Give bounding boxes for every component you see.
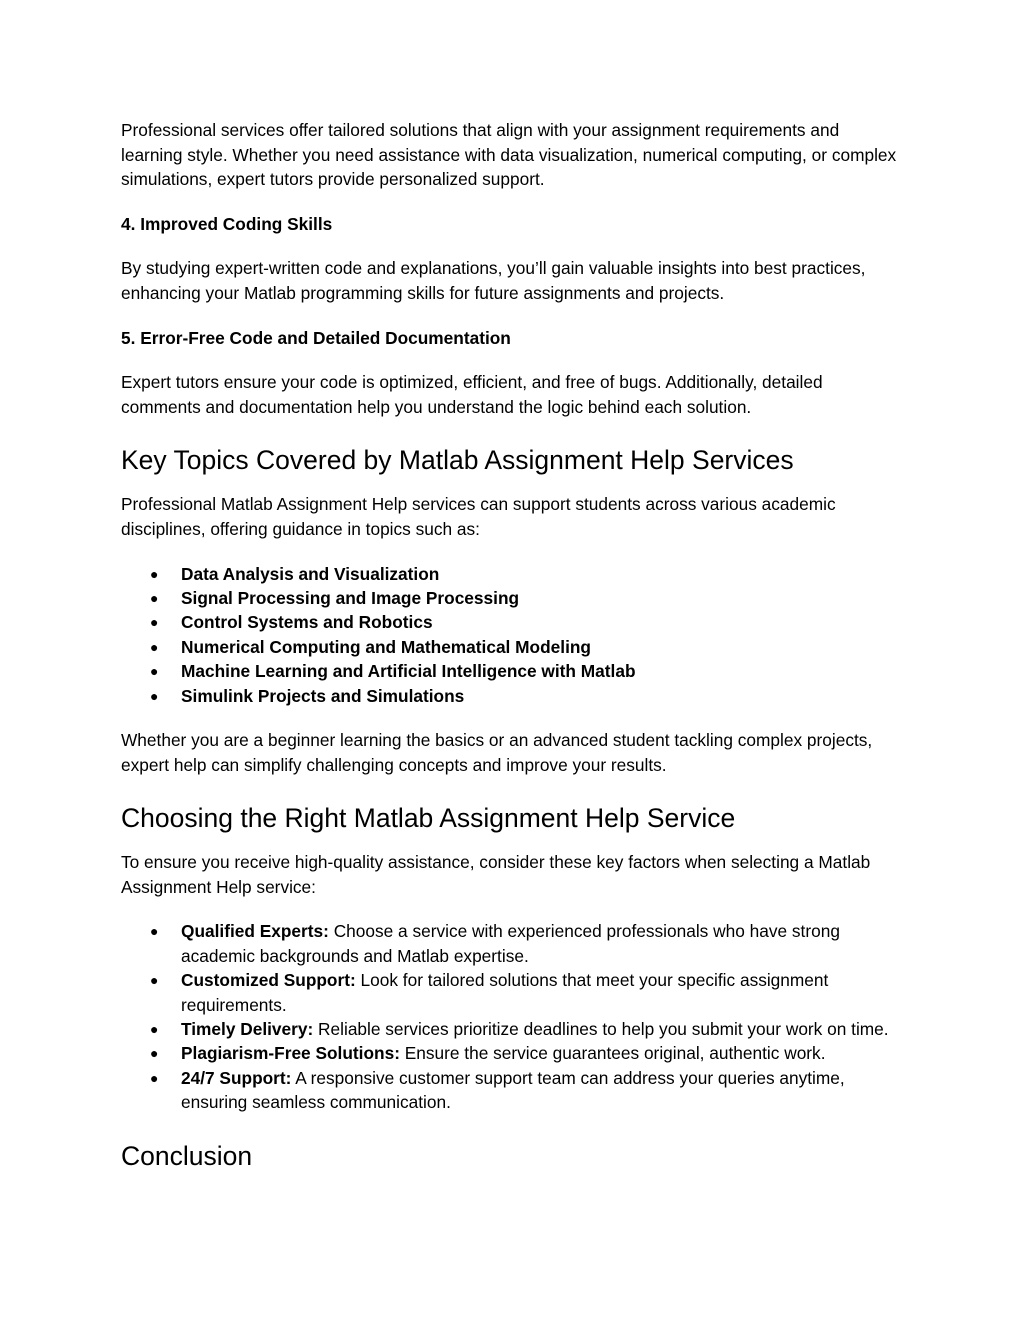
bullet-icon: ●: [150, 1045, 159, 1062]
paragraph-improved-coding-skills: By studying expert-written code and explanations, you’ll gain valuable insights into best practices, enhancing your Matlab programming skills for future assignments and projects.: [121, 258, 866, 303]
factor-label: 24/7 Support:: [181, 1067, 292, 1088]
bullet-icon: ●: [150, 1069, 159, 1086]
list-item: [121, 1041, 901, 1065]
factor-text: Reliable services prioritize deadlines to help you submit your work on time.: [313, 1018, 889, 1039]
factors-list: [121, 919, 901, 1114]
intro-paragraph: Professional services offer tailored solutions that align with your assignment requirements and learning style. Whether you need assistance with data visualization, numerical computing, or complex simulations, expert tutors provide personalized support.: [121, 120, 897, 190]
heading-key-topics: Key Topics Covered by Matlab Assignment Help Services: [121, 445, 794, 476]
topic-label: Numerical Computing and Mathematical Modeling: [181, 636, 591, 657]
heading-choosing-service: Choosing the Right Matlab Assignment Help Service: [121, 803, 736, 834]
factor-text: Ensure the service guarantees original, authentic work.: [399, 1043, 826, 1064]
bullet-icon: ●: [150, 687, 159, 704]
bullet-icon: ●: [150, 923, 159, 940]
factor-label: Qualified Experts:: [181, 921, 329, 942]
factor-text: Look for tailored solutions that meet your specific assignment requirements.: [181, 970, 829, 1015]
factor-label: Customized Support:: [181, 970, 356, 991]
factor-text: A responsive customer support team can address your queries anytime, ensuring seamless communication.: [181, 1067, 845, 1113]
list-item: [121, 1017, 901, 1041]
list-item: [121, 562, 901, 586]
bullet-icon: ●: [150, 638, 159, 655]
list-item: [121, 684, 901, 708]
document-page: [121, 118, 901, 1173]
factor-label: Plagiarism-Free Solutions:: [181, 1043, 400, 1064]
bullet-icon: ●: [150, 663, 159, 680]
topic-label: Control Systems and Robotics: [181, 612, 433, 633]
topic-label: Machine Learning and Artificial Intelligence with Matlab: [181, 661, 636, 682]
paragraph-key-topics-closing: Whether you are a beginner learning the basics or an advanced student tackling complex projects, expert help can simplify challenging concepts and improve your results.: [121, 729, 873, 775]
bullet-icon: ●: [150, 972, 159, 989]
topic-label: Simulink Projects and Simulations: [181, 685, 465, 706]
topic-label: Signal Processing and Image Processing: [181, 587, 520, 608]
list-item: [121, 968, 901, 1017]
factor-label: Timely Delivery:: [181, 1018, 314, 1039]
list-item: [121, 635, 901, 659]
section-heading-improved-coding-skills: 4. Improved Coding Skills: [121, 213, 333, 234]
paragraph-key-topics-intro: Professional Matlab Assignment Help services can support students across various academic disciplines, offering guidance in topics such as:: [121, 494, 836, 539]
list-item: [121, 659, 901, 683]
paragraph-choosing-intro: To ensure you receive high-quality assistance, consider these key factors when selecting a Matlab Assignment Help service:: [121, 852, 871, 897]
list-item: [121, 1066, 901, 1115]
factor-text: Choose a service with experienced professionals who have strong academic backgrounds and Matlab expertise.: [181, 921, 840, 966]
list-item: [121, 610, 901, 634]
list-item: [121, 586, 901, 610]
topic-label: Data Analysis and Visualization: [181, 563, 440, 584]
topics-list: [121, 562, 901, 708]
bullet-icon: ●: [150, 565, 159, 582]
paragraph-error-free-code: Expert tutors ensure your code is optimized, efficient, and free of bugs. Additionally, detailed comments and documentation help you understand the logic behind each solution.: [121, 372, 823, 417]
bullet-icon: ●: [150, 614, 159, 631]
section-heading-error-free-code: 5. Error-Free Code and Detailed Documentation: [121, 327, 511, 348]
bullet-icon: ●: [150, 589, 159, 606]
heading-conclusion: Conclusion: [121, 1140, 253, 1171]
bullet-icon: ●: [150, 1020, 159, 1037]
list-item: [121, 919, 901, 968]
